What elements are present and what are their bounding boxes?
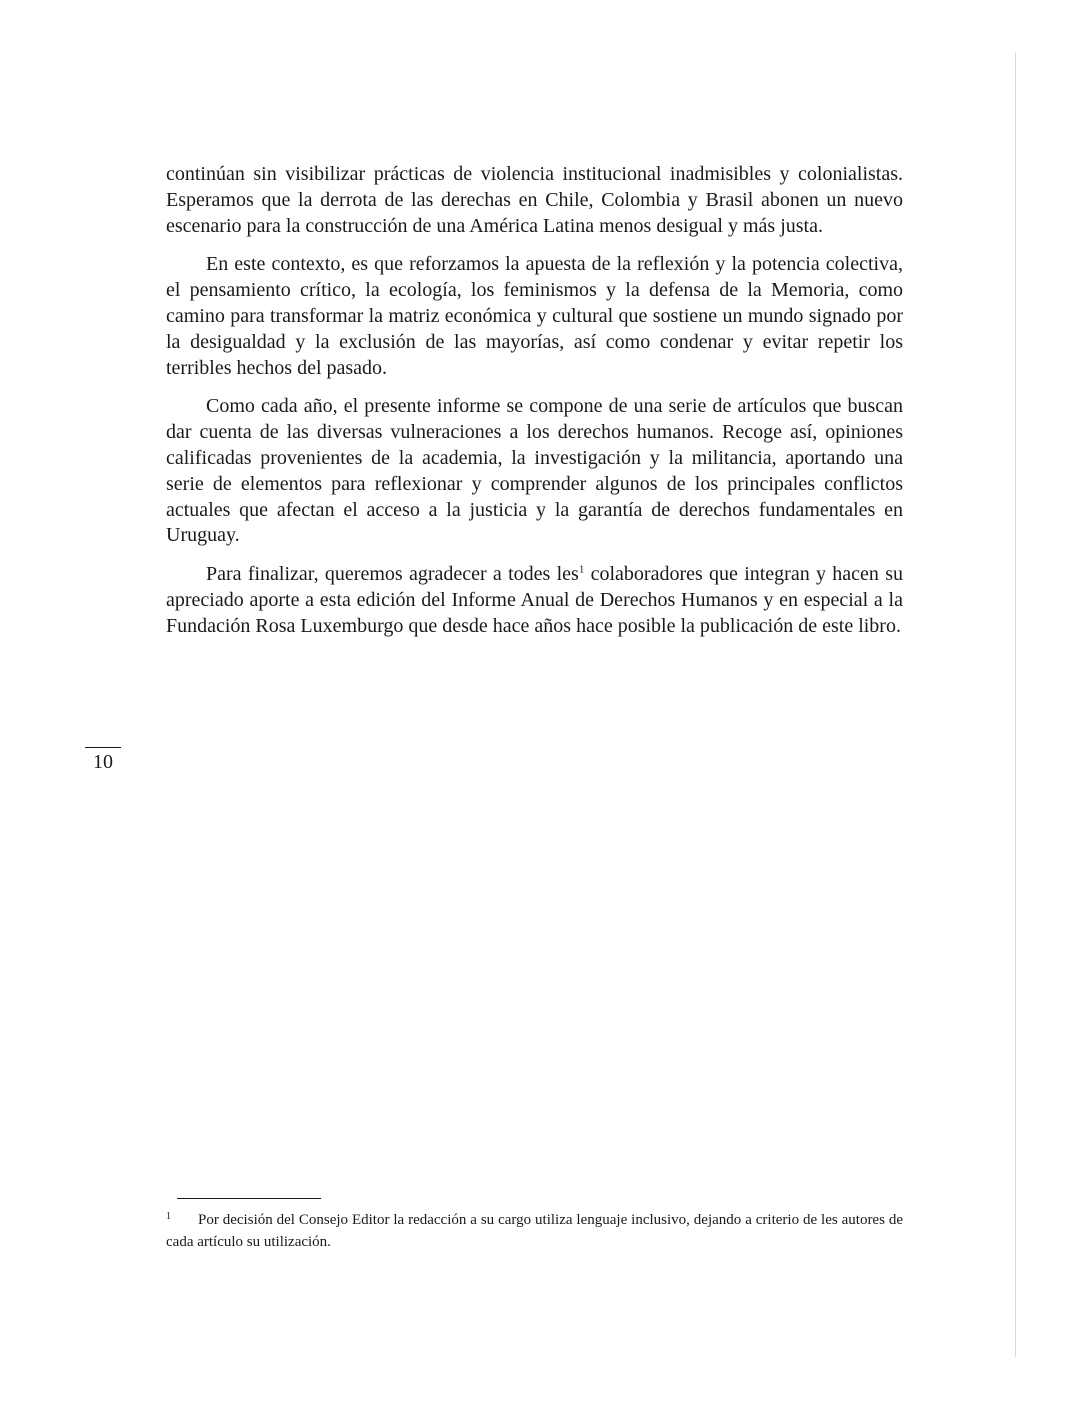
footnote-number: 1: [166, 1211, 171, 1222]
body-text: [166, 162, 903, 653]
footnote-text: Por decisión del Consejo Editor la redacción a su cargo utiliza lenguaje inclusivo, dejando a criterio de les autores de cada artículo su utilización.: [166, 1212, 903, 1250]
page-number: 10: [93, 751, 113, 773]
footnote-separator: [177, 1198, 321, 1199]
footnote: [166, 1206, 903, 1253]
paragraph-2: En este contexto, es que reforzamos la apuesta de la reflexión y la potencia colectiva, el pensamiento crítico, la ecología, los feminismos y la defensa de la Memoria, como camino para transformar la matriz económica y cultural que sostiene un mundo signado por la desigualdad y la exclusión de las mayorías, así como condenar y evitar repetir los terribles hechos del pasado.: [166, 253, 903, 379]
paragraph-4-end: colaboradores que integran y hacen su apreciado aporte a esta edición del Informe Anual de Derechos Humanos y en especial a la Fundación Rosa Luxemburgo que desde hace años hace posible la publicación de este libro.: [166, 563, 903, 637]
footnote-reference[interactable]: 1: [578, 563, 585, 576]
paragraph-1: continúan sin visibilizar prácticas de violencia institucional inadmisibles y colonialistas. Esperamos que la derrota de las derechas en Chile, Colombia y Brasil abonen un nuevo escenario para la construcción de una América Latina menos desigual y más justa.: [166, 163, 903, 237]
paragraph-4-start: Para finalizar, queremos agradecer a todes les: [206, 563, 579, 586]
paragraph-3: Como cada año, el presente informe se compone de una serie de artículos que buscan dar cuenta de las diversas vulneraciones a los derechos humanos. Recoge así, opiniones calificadas provenientes de la academia, la investigación y la militancia, aportando una serie de elementos para reflexionar y comprender algunos de los principales conflictos actuales que afectan el acceso a la justicia y la garantía de derechos fundamentales en Uruguay.: [166, 395, 903, 547]
page-edge-line: [1015, 52, 1016, 1357]
page-number-rule: [85, 747, 121, 748]
paragraph-4: [166, 562, 903, 639]
